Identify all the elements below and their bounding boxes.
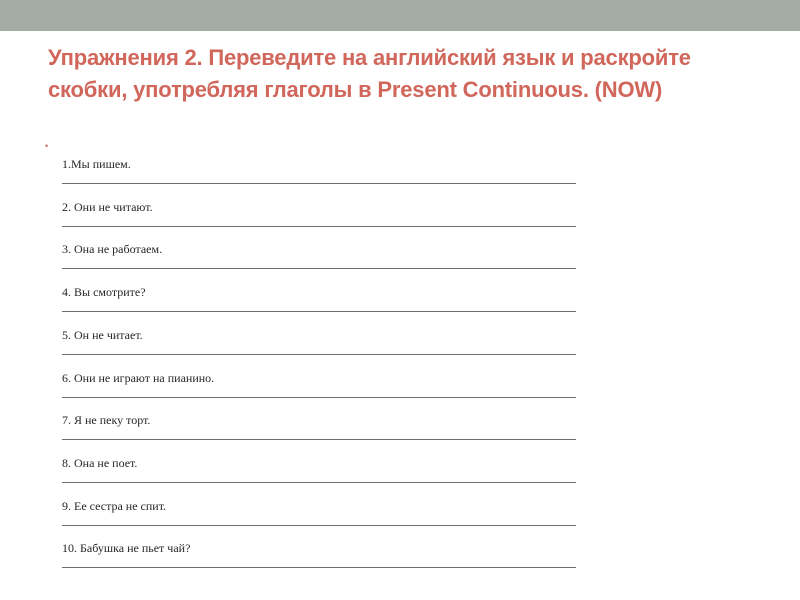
- exercise-sentence: 7. Я не пеку торт.: [62, 413, 151, 427]
- slide-title: Упражнения 2. Переведите на английский язык и раскройте скобки, употребляя глаголы в Present Continuous. (NOW): [48, 45, 691, 102]
- exercise-sentence: 2. Они не читают.: [62, 200, 153, 214]
- answer-line: [62, 183, 576, 184]
- exercise-sentence: 6. Они не играют на пианино.: [62, 371, 215, 385]
- exercise-item-9: [62, 499, 576, 526]
- slide-top-bar: [0, 0, 800, 31]
- bullet-marker: •: [45, 141, 49, 151]
- exercise-sentence: 9. Ее сестра не спит.: [62, 499, 167, 513]
- exercise-sentence: 5. Он не читает.: [62, 328, 143, 342]
- exercise-sentence: 10. Бабушка не пьет чай?: [62, 541, 191, 555]
- exercise-sentence: 4. Вы смотрите?: [62, 285, 146, 299]
- answer-line: [62, 525, 576, 526]
- exercise-sentence: 1.Мы пишем.: [62, 157, 131, 171]
- exercise-item-7: [62, 413, 576, 440]
- exercise-item-6: [62, 371, 576, 398]
- answer-line: [62, 439, 576, 440]
- exercise-sentence: 3. Она не работаем.: [62, 242, 163, 256]
- exercise-item-2: [62, 200, 576, 227]
- exercise-sentence: 8. Она не поет.: [62, 456, 138, 470]
- exercise-item-8: [62, 456, 576, 483]
- answer-line: [62, 482, 576, 483]
- answer-line: [62, 268, 576, 269]
- exercise-item-4: [62, 285, 576, 312]
- exercise-item-1: [62, 157, 576, 184]
- answer-line: [62, 567, 576, 568]
- answer-line: [62, 311, 576, 312]
- exercise-item-10: [62, 541, 576, 568]
- exercise-item-3: [62, 242, 576, 269]
- answer-line: [62, 397, 576, 398]
- answer-line: [62, 226, 576, 227]
- answer-line: [62, 354, 576, 355]
- exercise-item-5: [62, 328, 576, 355]
